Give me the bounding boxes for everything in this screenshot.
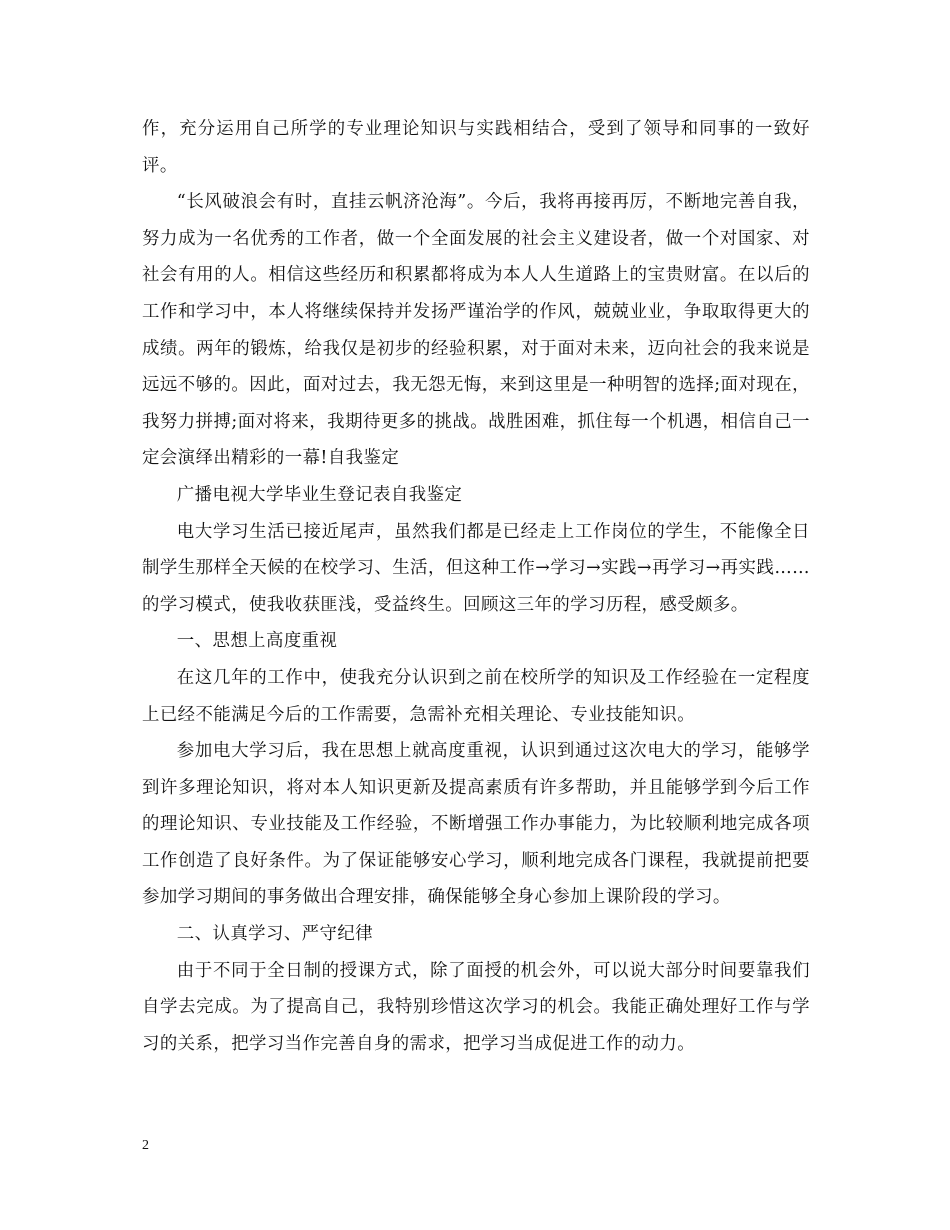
page-number: 2 [142, 1138, 149, 1153]
section-title: 广播电视大学毕业生登记表自我鉴定 [176, 484, 463, 505]
paragraph-part-one-b: 参加电大学习后，我在思想上就高度重视，认识到通过这次电大的学习，能够学到许多理论知识，将对本人知识更新及提高素质有许多帮助，并且能够学到今后工作的理论知识、专业技能及工作经验，不断增强工作办事能力，为比较顺利地完成各项工作创造了良好条件。为了保证能够安心学习，顺利地完成各门课程，我就提前把要参加学习期间的事务做出合理安排，确保能够全身心参加上课阶段的学习。 [142, 741, 810, 908]
paragraph-continuation: 作，充分运用自己所学的专业理论知识与实践相结合，受到了领导和同事的一致好评。 [142, 119, 810, 176]
document-body [142, 111, 810, 1062]
paragraph-intro: 电大学习生活已接近尾声，虽然我们都是已经走上工作岗位的学生，不能像全日制学生那样全天候的在校学习、生活，但这种工作→学习→实践→再学习→再实践……的学习模式，使我收获匪浅，受益终生。回顾这三年的学习历程，感受颇多。 [142, 521, 810, 615]
paragraph-part-one-a: 在这几年的工作中，使我充分认识到之前在校所学的知识及工作经验在一定程度上已经不能满足今后的工作需要，急需补充相关理论、专业技能知识。 [142, 667, 810, 725]
paragraph-future-outlook: “长风破浪会有时，直挂云帆济沧海”。今后，我将再接再厉，不断地完善自我，努力成为一名优秀的工作者，做一个全面发展的社会主义建设者，做一个对国家、对社会有用的人。相信这些经历和积累都将成为本人人生道路上的宝贵财富。在以后的工作和学习中，本人将继续保持并发扬严谨治学的作风，兢兢业业，争取取得更大的成绩。两年的锻炼，给我仅是初步的经验积累，对于面对未来，迈向社会的我来说是远远不够的。因此，面对过去，我无怨无悔，来到这里是一种明智的选择;面对现在，我努力拼搏;面对将来，我期待更多的挑战。战胜困难，抓住每一个机遇，相信自己一定会演绎出精彩的一幕!自我鉴定 [142, 192, 810, 469]
heading-part-one: 一、思想上高度重视 [176, 631, 338, 652]
heading-part-two: 二、认真学习、严守纪律 [176, 924, 374, 945]
paragraph-part-two: 由于不同于全日制的授课方式，除了面授的机会外，可以说大部分时间要靠我们自学去完成。为了提高自己，我特别珍惜这次学习的机会。我能正确处理好工作与学习的关系，把学习当作完善自身的需求，把学习当成促进工作的动力。 [142, 960, 810, 1054]
